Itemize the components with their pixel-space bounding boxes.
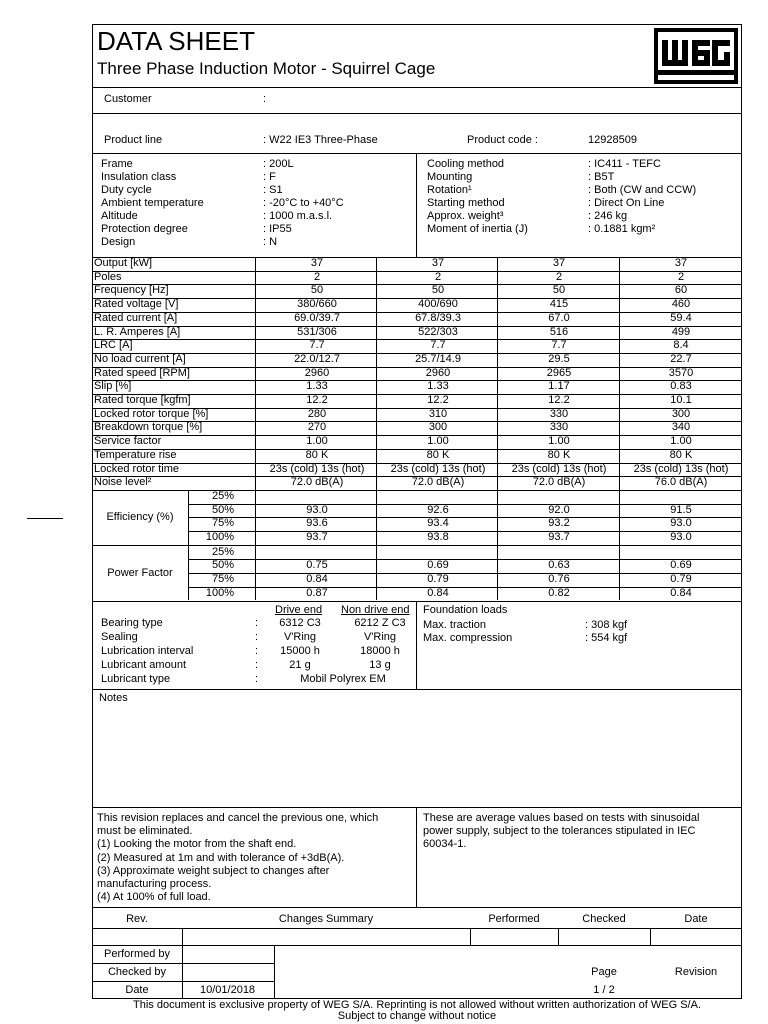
spec-label: Ambient temperature [101,197,204,209]
footnote-line: (2) Measured at 1m and with tolerance of +3dB(A). [97,851,345,864]
perf-value: 1.33 [306,380,328,393]
perf-value: 23s (cold) 13s (hot) [511,462,607,475]
perf-value: 72.0 dB(A) [532,476,586,489]
bearing-sep: : [255,658,259,671]
spec-value: : 246 kg [588,210,628,222]
bearing-de: V'Ring [283,630,317,643]
perf-value: 516 [549,325,569,338]
perf-value: 2 [677,270,685,283]
rule [92,981,274,982]
spec-value: : N [263,236,278,248]
perf-value: 37 [431,257,445,269]
drive-end-header: Drive end [275,603,323,616]
perf-row-label: Rated voltage [V] [94,298,179,311]
perf-value: 1.00 [548,435,570,448]
perf-value: 2 [313,270,321,283]
load-value: 91.5 [670,503,692,516]
bearing-nde: 6212 Z C3 [354,616,406,629]
load-level: 50% [211,559,234,572]
perf-row-label: Locked rotor time [94,462,179,475]
perf-row-label: Rated speed [RPM] [94,366,190,379]
perf-value: 23s (cold) 13s (hot) [269,462,365,475]
perf-row-label: Output [kW] [94,257,153,269]
spec-value: : 200L [263,158,294,170]
spec-value: : IP55 [263,223,292,235]
spec-value: : -20°C to +40°C [263,197,344,209]
load-value: 93.8 [427,531,449,543]
perf-value: 300 [428,421,448,434]
perf-value: 37 [310,257,324,269]
perf-row-label: No load current [A] [94,352,186,365]
load-value: 93.6 [306,517,328,530]
rule [416,807,417,907]
foundation-value: : 308 kgf [585,618,628,631]
spec-label: Protection degree [101,223,188,235]
rule [92,689,742,690]
rule [376,490,377,545]
lubricant-type-sep: : [255,672,259,685]
load-value: 93.7 [306,531,328,543]
spec-label: Duty cycle [101,184,152,196]
perf-value: 67.0 [548,311,570,324]
checked-by-label: Checked by [107,966,167,978]
perf-value: 280 [307,407,327,420]
product-line-label: Product line [104,134,163,146]
load-level: 75% [211,517,234,530]
footnote-line: This revision replaces and cancel the previous one, which [97,812,379,824]
foundation-label: Max. traction [423,618,486,631]
rule [376,546,377,601]
bearing-label: Bearing type [101,616,163,629]
bearing-nde: 13 g [369,658,391,671]
perf-value: 3570 [668,366,694,379]
rule [92,601,742,602]
perf-value: 522/303 [418,325,458,338]
rule [188,490,189,545]
perf-value: 0.83 [670,380,692,393]
perf-row-label: Locked rotor torque [%] [94,407,209,420]
spec-label: Moment of inertia (J) [427,223,528,235]
load-value: 93.4 [427,517,449,530]
load-value: 93.0 [670,517,692,530]
perf-value: 7.7 [430,339,446,352]
product-code-label: Product code : [467,134,538,146]
perf-value: 22.7 [670,352,692,365]
perf-value: 12.2 [306,394,328,406]
spec-value: : S1 [263,184,283,196]
perf-value: 2960 [304,366,330,379]
perf-value: 2960 [425,366,451,379]
bearing-sep: : [255,630,259,643]
rule [416,601,417,690]
foundation-title: Foundation loads [423,603,508,616]
rule [255,490,256,545]
footnote-line: (1) Looking the motor from the shaft end. [97,838,297,851]
perf-value: 1.33 [427,380,449,393]
rule [92,928,742,929]
rule [497,546,498,601]
rule [558,928,559,945]
changes-header: Changes Summary [278,913,374,925]
rule [416,153,417,257]
load-value: 93.0 [306,503,328,516]
perf-value: 67.8/39.3 [415,311,461,324]
bearing-nde: V'Ring [363,630,397,643]
bearing-de: 6312 C3 [279,616,321,629]
spec-label: Mounting [427,171,473,183]
foundation-label: Max. compression [423,631,513,644]
spec-value: : Both (CW and CCW) [588,184,697,196]
margin-dash [27,518,63,519]
product-code-value: 12928509 [588,134,637,146]
load-value: 0.69 [670,559,692,572]
perf-value: 1.17 [548,380,570,393]
perf-value: 22.0/12.7 [294,352,340,365]
load-value: 0.75 [306,559,328,572]
rule [255,257,256,490]
perf-row-label: Frequency [Hz] [94,284,169,297]
perf-value: 531/306 [297,325,337,338]
weg-logo [652,26,740,86]
bearing-sep: : [255,616,259,629]
footer-change-notice: Subject to change without notice [337,1010,497,1022]
spec-value: : F [263,171,276,183]
load-value: 92.0 [548,503,570,516]
rule [92,945,742,946]
perf-value: 380/660 [297,298,337,311]
non-drive-end-header: Non drive end [341,603,410,616]
perf-value: 1.00 [427,435,449,448]
load-value: 0.79 [670,573,692,586]
perf-row-label: LRC [A] [94,339,133,352]
perf-value: 12.2 [548,394,570,406]
perf-value: 76.0 dB(A) [654,476,708,489]
rule [497,257,498,490]
load-level: 25% [211,489,234,502]
perf-value: 460 [671,298,691,311]
bearing-sep: : [255,644,259,657]
perf-value: 7.7 [309,339,325,352]
perf-value: 50 [431,284,445,297]
perf-value: 330 [549,407,569,420]
perf-value: 50 [310,284,324,297]
perf-value: 300 [671,407,691,420]
rule [92,963,274,964]
perf-row-label: Slip [%] [94,380,132,393]
date-header: Date [684,913,708,925]
perf-value: 8.4 [673,339,689,352]
spec-label: Starting method [427,197,505,209]
rule [470,928,471,945]
spec-label: Frame [101,158,133,170]
load-value: 0.84 [670,586,692,599]
notes-label: Notes [99,692,128,704]
customer-sep: : [263,93,267,105]
load-level: 50% [211,503,234,516]
bearing-label: Lubricant amount [101,658,186,671]
perf-value: 270 [307,421,327,434]
perf-value: 499 [671,325,691,338]
rule [255,546,256,601]
perf-value: 72.0 dB(A) [411,476,465,489]
load-value: 0.84 [427,586,449,599]
rule [619,257,620,490]
footnote-line: manufacturing process. [97,878,212,890]
rule [92,153,742,154]
perf-value: 80 K [669,448,693,461]
perf-value: 29.5 [548,352,570,365]
perf-value: 37 [674,257,688,269]
perf-value: 80 K [547,448,571,461]
bearing-de: 21 g [289,658,311,671]
lubricant-type-value: Mobil Polyrex EM [300,672,386,685]
perf-row-label: Temperature rise [94,448,177,461]
load-value: 0.69 [427,559,449,572]
lubricant-type-label: Lubricant type [101,672,171,685]
perf-value: 37 [552,257,566,269]
page-label: Page [591,966,617,978]
power-factor-label: Power Factor [107,567,173,580]
perf-value: 10.1 [670,394,692,406]
perf-value: 80 K [305,448,329,461]
spec-label: Insulation class [101,171,177,183]
revision-label: Revision [674,966,718,978]
rule [188,546,189,601]
load-value: 92.6 [427,503,449,516]
product-line-value: : W22 IE3 Three-Phase [263,134,378,146]
footnote-line: 60034-1. [423,838,467,851]
perf-value: 330 [549,421,569,434]
footnote-line: power supply, subject to the tolerances stipulated in IEC [423,825,696,838]
rule [619,490,620,545]
perf-row-label: Poles [94,270,122,283]
rule [182,928,183,945]
perf-value: 23s (cold) 13s (hot) [633,462,729,475]
perf-row-label: Rated current [A] [94,311,178,324]
bearing-de: 15000 h [280,644,320,657]
footer-ownership: This document is exclusive property of WEG S/A. Reprinting is not allowed without written authorization of WEG S/A. [133,999,701,1011]
customer-label: Customer [104,93,152,105]
performed-header: Performed [488,913,540,925]
load-value: 0.84 [306,573,328,586]
perf-value: 72.0 dB(A) [290,476,344,489]
perf-value: 415 [549,298,569,311]
spec-value: : 1000 m.a.s.l. [263,210,333,222]
load-level: 100% [205,531,234,543]
perf-value: 340 [671,421,691,434]
rule [650,928,651,945]
rule [92,907,742,908]
footnote-line: (3) Approximate weight subject to changes after [97,864,330,877]
rule [619,546,620,601]
load-value: 93.7 [548,531,570,543]
bearing-nde: 18000 h [360,644,400,657]
footnote-line: (4) At 100% of full load. [97,891,211,904]
spec-label: Approx. weight³ [427,210,504,222]
perf-value: 80 K [426,448,450,461]
rule [376,257,377,490]
load-level: 100% [205,586,234,599]
perf-value: 1.00 [670,435,692,448]
footnote-line: must be eliminated. [97,825,193,838]
load-value: 0.63 [548,559,570,572]
page-subtitle: Three Phase Induction Motor - Squirrel Cage [97,59,436,78]
perf-value: 25.7/14.9 [415,352,461,365]
perf-value: 50 [552,284,566,297]
perf-value: 60 [674,284,688,297]
rule [274,945,275,999]
perf-value: 23s (cold) 13s (hot) [390,462,486,475]
spec-label: Cooling method [427,158,505,170]
perf-row-label: Breakdown torque [%] [94,421,203,434]
date-label: Date [125,984,149,996]
spec-label: Altitude [101,210,138,222]
rev-header: Rev. [126,913,148,925]
perf-value: 310 [428,407,448,420]
perf-value: 2 [555,270,563,283]
load-value: 0.87 [306,586,328,599]
load-value: 93.2 [548,517,570,530]
perf-value: 7.7 [551,339,567,352]
spec-value: : Direct On Line [588,197,665,209]
load-value: 0.76 [548,573,570,586]
rule [497,490,498,545]
load-value: 0.82 [548,586,570,599]
perf-value: 2965 [546,366,572,379]
footnote-line: These are average values based on tests with sinusoidal [423,812,700,824]
load-value: 0.79 [427,573,449,586]
rule [92,87,742,88]
date-value: 10/01/2018 [200,984,256,996]
spec-label: Design [101,236,136,248]
spec-label: Rotation¹ [427,184,472,196]
rule [92,113,742,114]
perf-value: 12.2 [427,394,449,406]
spec-value: : 0.1881 kgm² [588,223,656,235]
load-value: 93.0 [670,531,692,543]
rule [182,945,183,999]
bearing-label: Lubrication interval [101,644,194,657]
perf-row-label: Service factor [94,435,162,448]
perf-value: 59.4 [670,311,692,324]
perf-row-label: L. R. Amperes [A] [94,325,181,338]
foundation-value: : 554 kgf [585,631,628,644]
efficiency-label: Efficiency (%) [106,511,174,524]
load-level: 75% [211,573,234,586]
perf-value: 1.00 [306,435,328,448]
rule [92,807,742,808]
bearing-label: Sealing [101,630,138,643]
perf-value: 400/690 [418,298,458,311]
perf-row-label: Noise level² [94,476,152,489]
page-value: 1 / 2 [593,984,615,996]
perf-row-label: Rated torque [kgfm] [94,394,191,406]
perf-value: 2 [434,270,442,283]
perf-value: 69.0/39.7 [294,311,340,324]
performed-by-label: Performed by [103,948,171,960]
page-title: DATA SHEET [97,26,255,56]
checked-header: Checked [582,913,626,925]
spec-value: : IC411 - TEFC [588,158,661,170]
load-level: 25% [211,545,234,558]
spec-value: : B5T [588,171,615,183]
